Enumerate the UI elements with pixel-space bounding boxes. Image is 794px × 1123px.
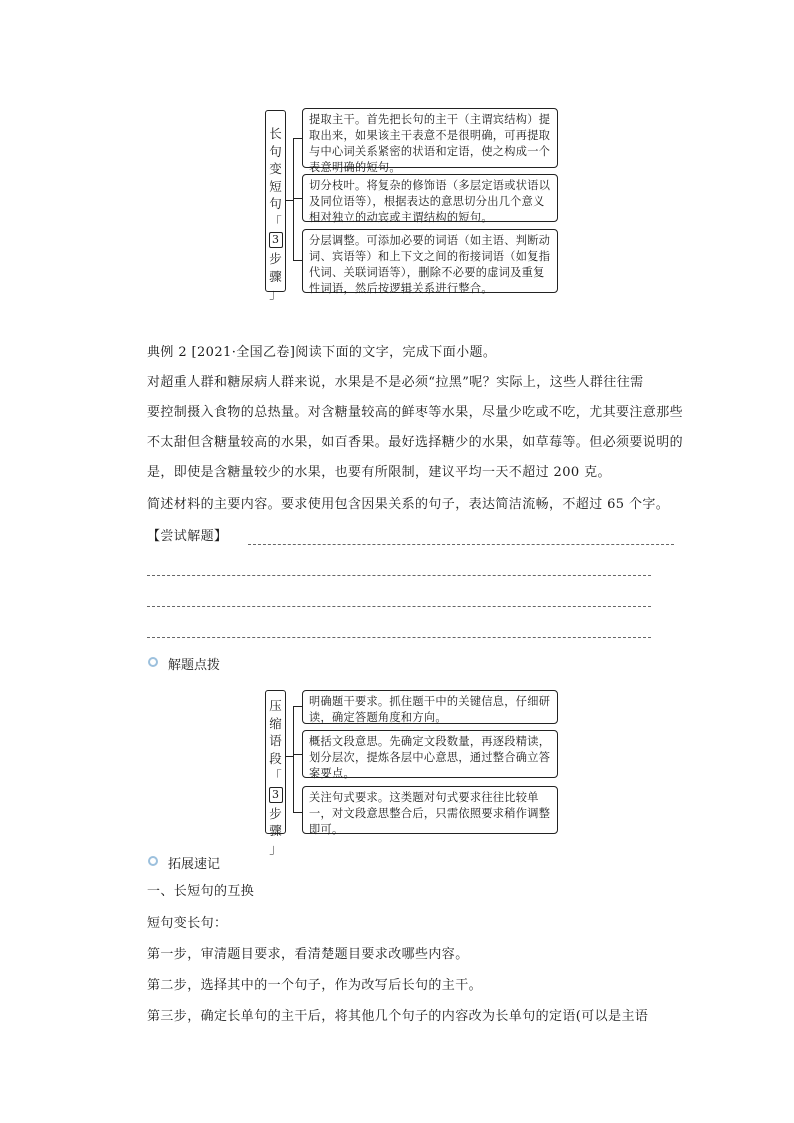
label-char: 句 xyxy=(269,196,282,211)
label-char: 段 xyxy=(269,750,282,766)
notes-line: 第一步，审清题目要求，看清楚题目要求改哪些内容。 xyxy=(147,947,469,962)
connector xyxy=(293,260,302,261)
step-box: 关注句式要求。这类题对句式要求往往比较单一，对文段意思整合后，只需依照要求稍作调整即可。 xyxy=(302,786,558,834)
question-text: 简述材料的主要内容。要求使用包含因果关系的句子，表达简洁流畅，不超过 65 个字。 xyxy=(147,497,670,512)
notes-subheading: 短句变长句： xyxy=(147,916,228,931)
passage-line: 是，即使是含糖量较少的水果，也要有所限制，建议平均一天不超过 200 克。 xyxy=(147,465,611,480)
label-char: 步 xyxy=(269,805,282,821)
section-title: 拓展速记 xyxy=(168,857,221,872)
label-char: 「 xyxy=(269,768,282,783)
label-char: 」 xyxy=(269,840,282,856)
notes-heading: 一、长短句的互换 xyxy=(147,884,255,899)
label-char: 「 xyxy=(269,213,282,229)
label-char: 变 xyxy=(269,161,282,176)
step-box: 明确题干要求。抓住题干中的关键信息，仔细研读，确定答题角度和方向。 xyxy=(302,690,558,724)
connector xyxy=(293,138,294,260)
connector xyxy=(293,706,294,812)
connector xyxy=(286,756,293,757)
passage-line: 不太甜但含糖量较高的水果，如百香果。最好选择糖少的水果，如草莓等。但必须要说明的 xyxy=(147,435,684,450)
answer-line[interactable] xyxy=(147,606,651,607)
label-char: 压 xyxy=(269,698,282,713)
label-number: 3 xyxy=(269,787,283,803)
answer-line[interactable] xyxy=(248,544,674,545)
step-box: 分层调整。可添加必要的词语（如主语、判断动词、宾语等）和上下文之间的衔接词语（如复指代词、关联词语等），删除不必要的虚词及重复性词语，然后按逻辑关系进行整合。 xyxy=(302,229,558,293)
passage-line: 要控制摄入食物的总热量。对含糖量较高的鲜枣等水果，尽量少吃或不吃，尤其要注意那些 xyxy=(147,405,684,420)
label-char: 骤 xyxy=(269,268,282,284)
connector xyxy=(293,754,302,755)
label-char: 缩 xyxy=(269,715,282,731)
connector xyxy=(293,812,302,813)
diagram1-label xyxy=(265,110,286,301)
step-box: 提取主干。首先把长句的主干（主谓宾结构）提取出来，如果该主干表意不是很明确，可再提取与中心词关系紧密的状语和定语，使之构成一个表意明确的短句。 xyxy=(302,108,558,168)
label-char: 短 xyxy=(269,178,282,194)
connector xyxy=(293,138,302,139)
step-box: 切分枝叶。将复杂的修饰语（多层定语或状语以及同位语等），根据表达的意思切分出几个意义相对独立的动宾或主谓结构的短句。 xyxy=(302,174,558,222)
step-box: 概括文段意思。先确定文段数量，再逐段精读，划分层次，提炼各层中心意思，通过整合确立答案要点。 xyxy=(302,730,558,778)
label-char: 语 xyxy=(269,733,282,748)
answer-label: 【尝试解题】 xyxy=(147,529,228,544)
label-char: 」 xyxy=(269,286,282,301)
answer-line[interactable] xyxy=(147,575,651,576)
answer-line[interactable] xyxy=(147,637,651,638)
label-char: 步 xyxy=(269,251,282,266)
connector xyxy=(286,200,293,201)
connector xyxy=(293,706,302,707)
notes-line: 第三步，确定长单句的主干后，将其他几个句子的内容改为长单句的定语(可以是主语 xyxy=(147,1009,649,1024)
passage-line: 对超重人群和糖尿病人群来说，水果是不是必须“拉黑”呢？实际上，这些人群往往需 xyxy=(147,375,644,390)
section-title: 解题点拨 xyxy=(168,658,221,673)
notes-line: 第二步，选择其中的一个句子，作为改写后长句的主干。 xyxy=(147,978,483,993)
label-char: 句 xyxy=(269,143,282,159)
section-bullet-icon xyxy=(148,657,158,667)
label-number: 3 xyxy=(269,232,283,248)
connector xyxy=(293,198,302,199)
label-char: 长 xyxy=(269,126,282,141)
label-char: 骤 xyxy=(269,823,282,838)
diagram2-label xyxy=(265,690,286,856)
example-title: 典例 2 [2021·全国乙卷]阅读下面的文字，完成下面小题。 xyxy=(147,345,497,360)
section-bullet-icon xyxy=(148,856,158,866)
